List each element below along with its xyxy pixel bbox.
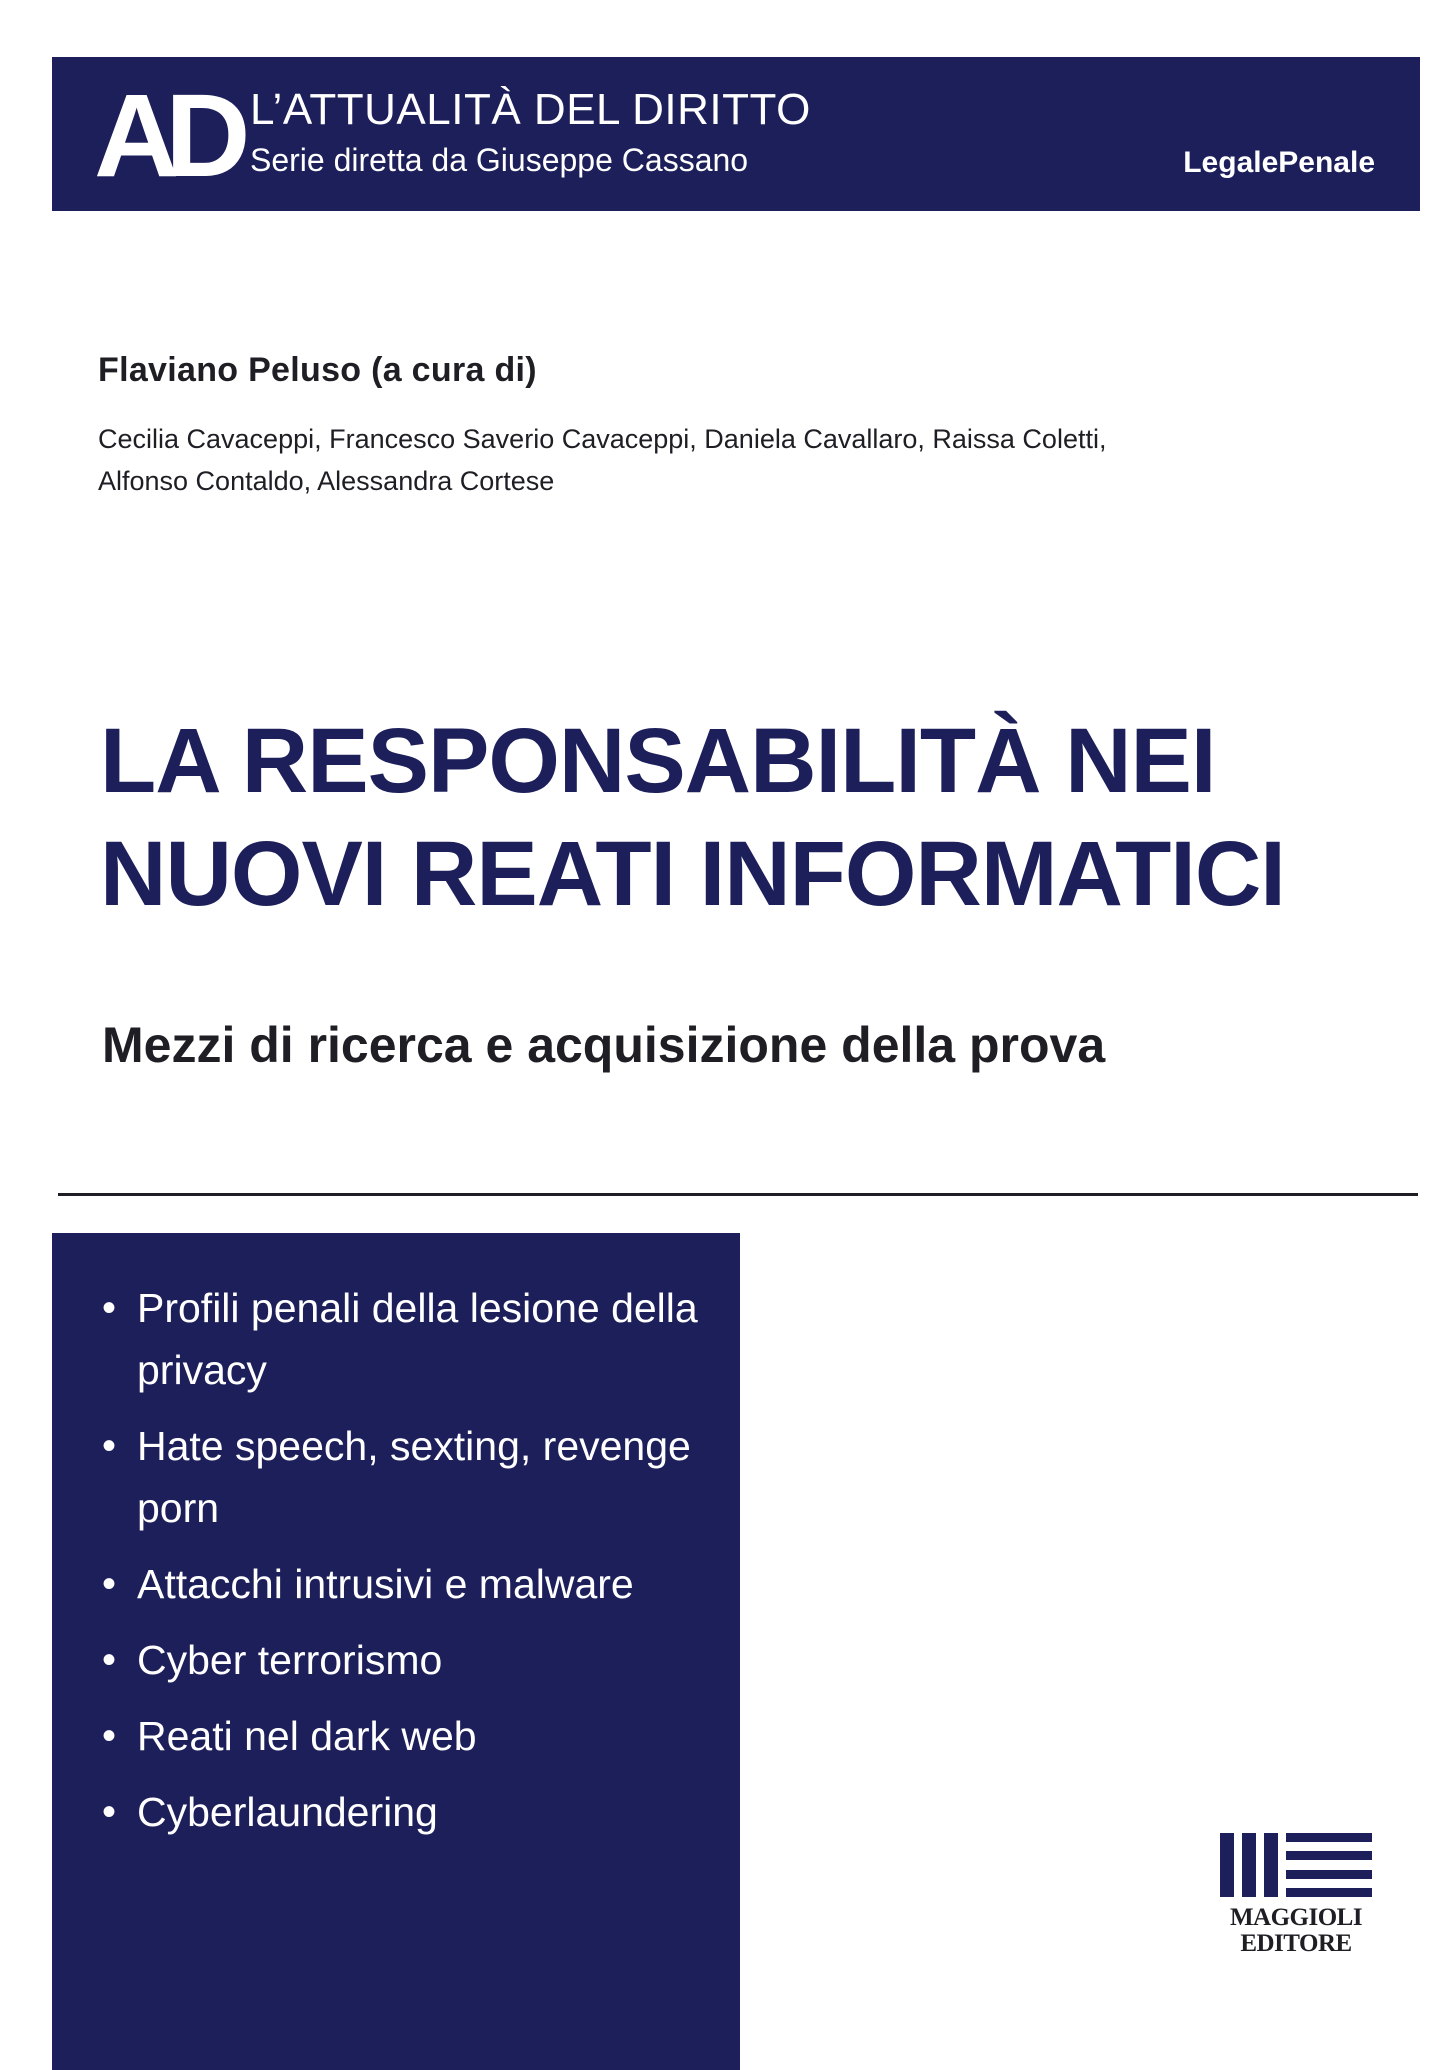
book-title-line: LA RESPONSABILITÀ NEI: [100, 710, 1216, 812]
topic-item: [102, 1277, 722, 1401]
book-title: [100, 705, 1400, 931]
topic-item: [102, 1705, 722, 1767]
topic-item: [102, 1553, 722, 1615]
topic-text: Cyber terrorismo: [137, 1637, 443, 1683]
topic-item: [102, 1415, 722, 1539]
bullet-icon: •: [102, 1286, 117, 1330]
topic-text: Attacchi intrusivi e malware: [137, 1561, 634, 1607]
series-logo: AD: [94, 70, 237, 202]
topic-text: Cyberlaundering: [137, 1789, 438, 1835]
topics-box: [52, 1233, 740, 2070]
series-title: L’ATTUALITÀ DEL DIRITTO: [250, 85, 811, 134]
topic-text: Hate speech, sexting, revenge porn: [137, 1423, 691, 1531]
contributors-line: Alfonso Contaldo, Alessandra Cortese: [98, 466, 555, 496]
publisher-logo: [1220, 1833, 1372, 1957]
topic-item: [102, 1781, 722, 1843]
publisher-name-line: MAGGIOLI: [1229, 1904, 1363, 1931]
divider: [58, 1193, 1418, 1196]
publisher-name-line: EDITORE: [1240, 1930, 1352, 1957]
publisher-name: [1220, 1905, 1372, 1957]
topic-text: Profili penali della lesione della privacy: [137, 1285, 698, 1393]
series-subtitle: Serie diretta da Giuseppe Cassano: [250, 142, 749, 178]
book-subtitle: Mezzi di ricerca e acquisizione della prova: [102, 1017, 1106, 1073]
series-tag: LegalePenale: [1183, 146, 1375, 179]
publisher-mark-icon: [1220, 1833, 1372, 1897]
topic-item: [102, 1629, 722, 1691]
bullet-icon: •: [102, 1714, 117, 1758]
bullet-icon: •: [102, 1424, 117, 1468]
bullet-icon: •: [102, 1562, 117, 1606]
topics-list: [102, 1277, 722, 1857]
topic-text: Reati nel dark web: [137, 1713, 477, 1759]
book-title-line: NUOVI REATI INFORMATICI: [100, 823, 1285, 925]
editor-name: Flaviano Peluso (a cura di): [98, 351, 537, 389]
contributors-line: Cecilia Cavaceppi, Francesco Saverio Cavaceppi, Daniela Cavallaro, Raissa Coletti,: [98, 424, 1107, 454]
contributors: [98, 418, 1218, 502]
series-header-band: [52, 57, 1420, 211]
bullet-icon: •: [102, 1638, 117, 1682]
bullet-icon: •: [102, 1790, 117, 1834]
